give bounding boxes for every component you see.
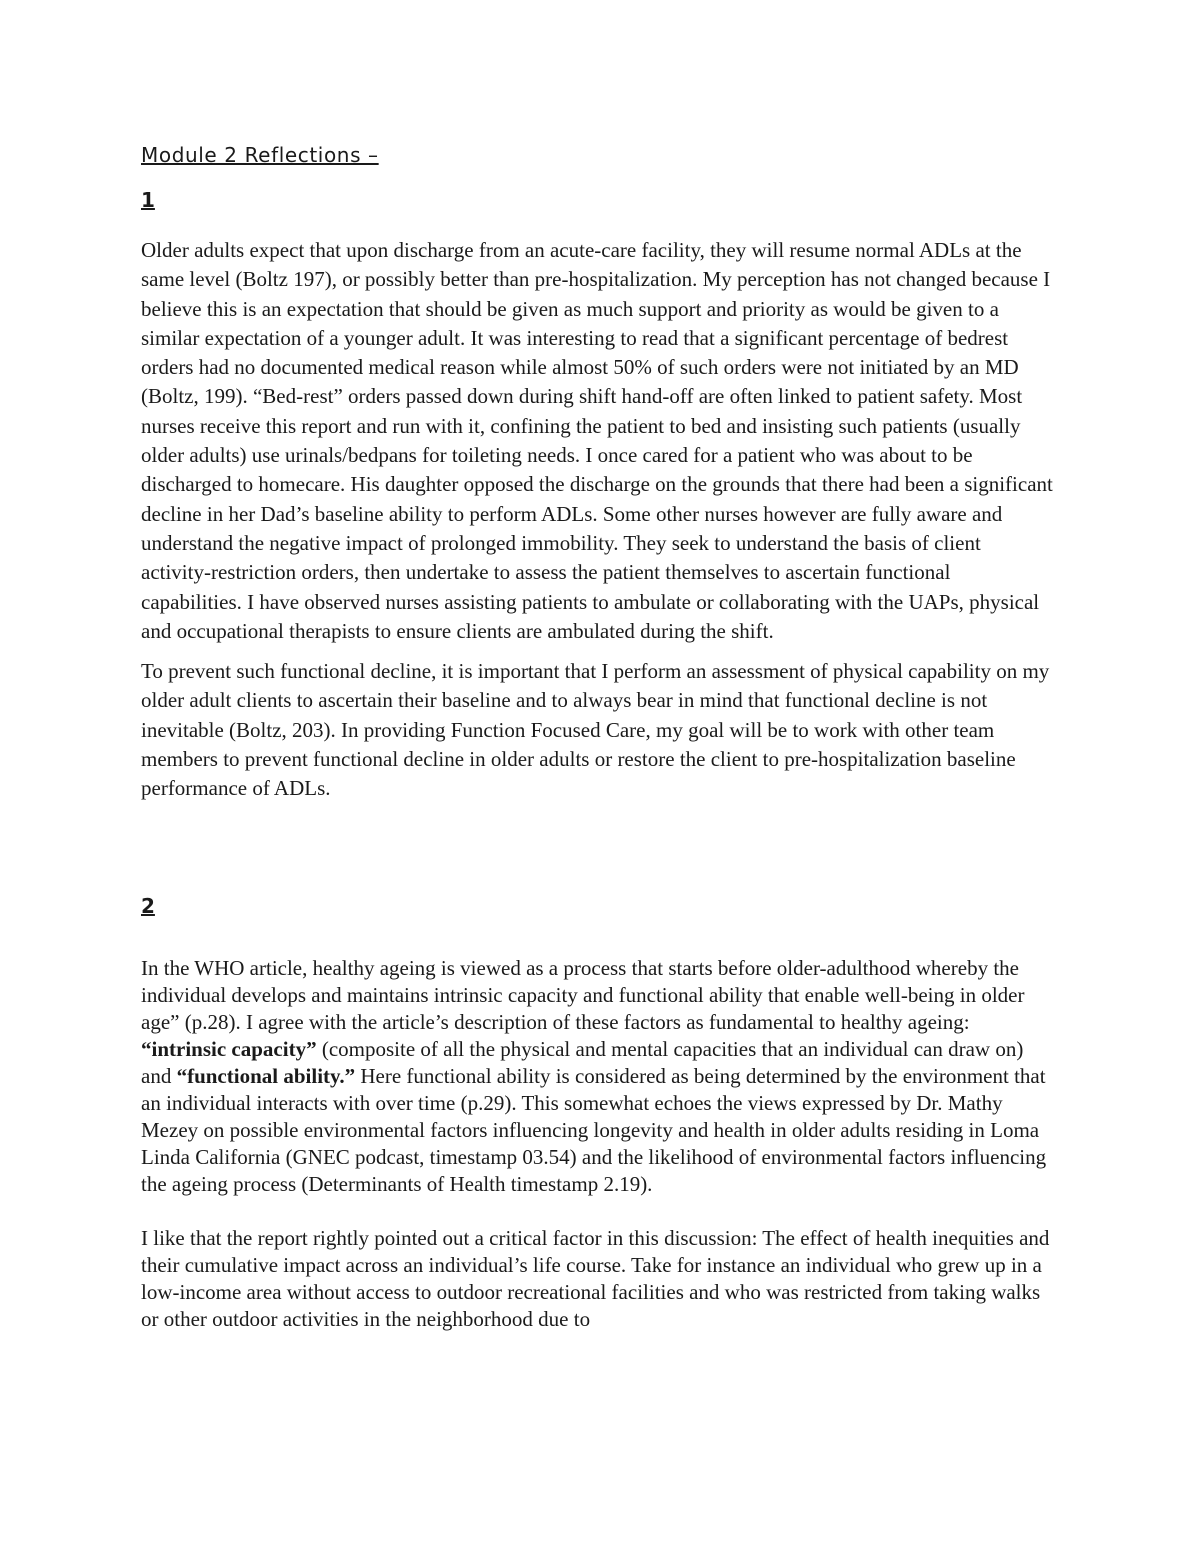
paragraph-text: In the WHO article, healthy ageing is viewed as a process that starts before older-adulthood whereby the individual develops and maintains intrinsic capacity and functional ability that enable well-being in older age” (p.28). I agree with the article’s description of these factors as fundamental to healthy ageing: xyxy=(141,955,1025,1034)
section-1-paragraph-2: To prevent such functional decline, it is important that I perform an assessment of physical capability on my older adult clients to ascertain their baseline and to always bear in mind that functional decline is not inevitable (Boltz, 203). In providing Function Focused Care, my goal will be to work with other team members to prevent functional decline in older adults or restore the client to pre-hospitalization baseline performance of ADLs. xyxy=(141,659,1050,801)
section-2-number: 2 xyxy=(141,893,155,918)
term-functional-ability: “functional ability.” xyxy=(176,1063,356,1088)
paragraph-text: Here functional ability is considered as being determined by the environment that an individual interacts with over time (p.29). This somewhat echoes the views expressed by Dr. Mathy Mezey on possible environmental factors influencing longevity and health in older adults residing in Loma Linda California (GNEC podcast, timestamp 03.54) and the likelihood of environmental factors influencing the ageing process (Determinants of Health timestamp 2.19). xyxy=(141,1063,1047,1196)
section-2-paragraph-1 xyxy=(141,955,1056,1198)
paragraph-text: (composite of all the physical and mental capacities that an individual can draw on) and xyxy=(141,1036,1024,1088)
section-1-paragraph-1: Older adults expect that upon discharge from an acute-care facility, they will resume normal ADLs at the same level (Boltz 197), or possibly better than pre-hospitalization. My perception has not changed because I believe this is an expectation that should be given as much support and priority as would be given to a similar expectation of a younger adult. It was interesting to read that a significant percentage of bedrest orders had no documented medical reason while almost 50% of such orders were not initiated by an MD (Boltz, 199). “Bed-rest” orders passed down during shift hand-off are often linked to patient safety. Most nurses receive this report and run with it, confining the patient to bed and insisting such patients (usually older adults) use urinals/bedpans for toileting needs. I once cared for a patient who was about to be discharged to homecare. His daughter opposed the discharge on the grounds that there had been a significant decline in her Dad’s baseline ability to perform ADLs. Some other nurses however are fully aware and understand the negative impact of prolonged immobility. They seek to understand the basis of client activity-restriction orders, then undertake to assess the patient themselves to ascertain functional capabilities. I have observed nurses assisting patients to ambulate or collaborating with the UAPs, physical and occupational therapists to ensure clients are ambulated during the shift. xyxy=(141,238,1053,643)
document-page xyxy=(141,140,1056,1333)
term-intrinsic-capacity: “intrinsic capacity” xyxy=(141,1036,317,1061)
section-1-number: 1 xyxy=(141,188,155,212)
document-title: Module 2 Reflections – xyxy=(141,143,379,167)
section-2-paragraph-2: I like that the report rightly pointed out a critical factor in this discussion: The effect of health inequities and their cumulative impact across an individual’s life course. Take for instance an individual who grew up in a low-income area without access to outdoor recreational facilities and who was restricted from taking walks or other outdoor activities in the neighborhood due to xyxy=(141,1225,1050,1331)
